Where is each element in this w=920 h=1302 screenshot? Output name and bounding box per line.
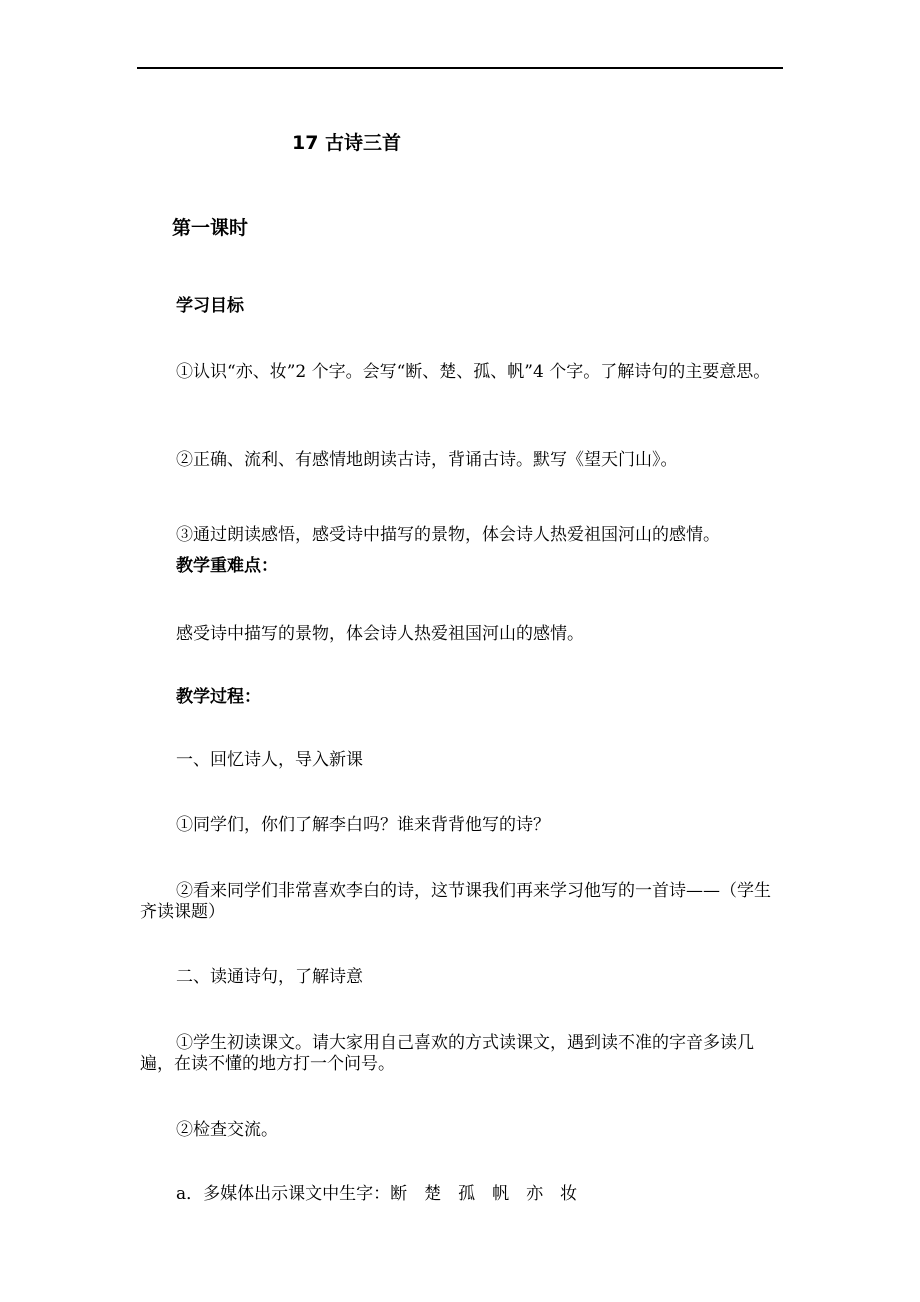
key-points-text: 感受诗中描写的景物，体会诗人热爱祖国河山的感情。 bbox=[176, 624, 584, 644]
key-points-heading: 教学重难点： bbox=[176, 556, 278, 576]
goals-heading: 学习目标 bbox=[176, 296, 244, 316]
step-2-item-1: ①学生初读课文。请大家用自己喜欢的方式读课文，遇到读不准的字音多读几遍，在读不懂的地方打一个问号。 bbox=[140, 1033, 754, 1074]
goal-3: ③通过朗读感悟，感受诗中描写的景物，体会诗人热爱祖国河山的感情。 bbox=[176, 525, 720, 545]
step-1-heading: 一、回忆诗人，导入新课 bbox=[176, 750, 363, 770]
step-1-item-1: ①同学们，你们了解李白吗？谁来背背他写的诗？ bbox=[176, 815, 550, 835]
step-2-heading: 二、读通诗句，了解诗意 bbox=[176, 967, 363, 987]
goal-1: ①认识“亦、妆”2 个字。会写“断、楚、孤、帆”4 个字。了解诗句的主要意思。 bbox=[176, 362, 771, 382]
top-rule bbox=[137, 67, 783, 69]
lesson-heading: 第一课时 bbox=[172, 217, 249, 239]
step-1-item-2: ②看来同学们非常喜欢李白的诗，这节课我们再来学习他写的一首诗——（学生齐读课题） bbox=[140, 881, 771, 922]
document-title: 17 古诗三首 bbox=[292, 132, 402, 154]
step-2-item-2: ②检查交流。 bbox=[176, 1120, 278, 1140]
goal-2: ②正确、流利、有感情地朗读古诗，背诵古诗。默写《望天门山》。 bbox=[176, 450, 678, 470]
step-2-item-a: a．多媒体出示课文中生字：断 楚 孤 帆 亦 妆 bbox=[176, 1184, 578, 1204]
process-heading: 教学过程： bbox=[176, 687, 261, 707]
